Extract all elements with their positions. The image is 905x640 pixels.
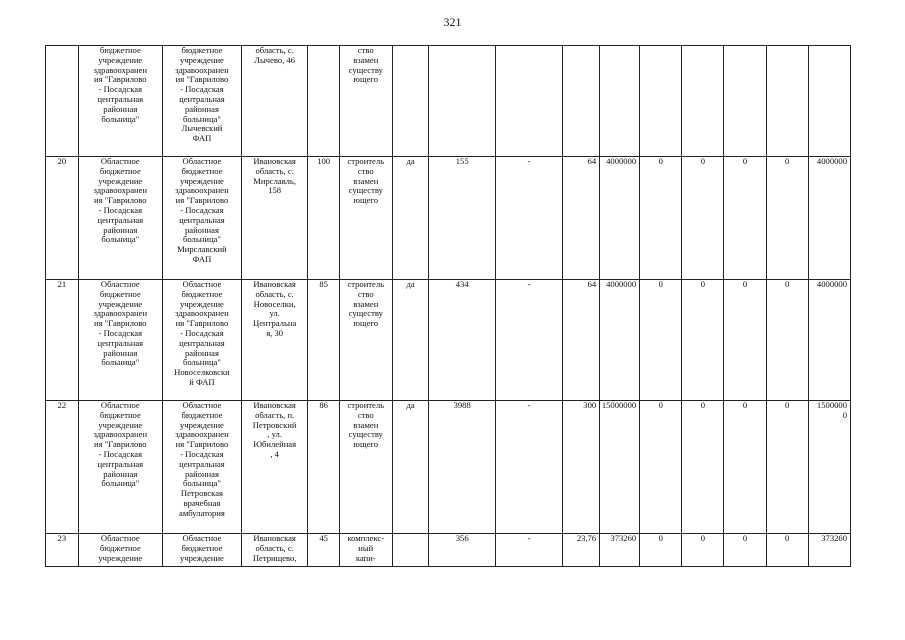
flag-cell bbox=[392, 534, 429, 567]
work-type-cell: строитель ство взамен существу ющего bbox=[339, 401, 392, 534]
population-cell: 45 bbox=[308, 534, 340, 567]
flag-cell: да bbox=[392, 280, 429, 401]
funding-2-cell: 0 bbox=[682, 534, 724, 567]
value-2-cell: - bbox=[495, 157, 562, 280]
value-3-cell: 64 bbox=[563, 280, 600, 401]
funding-2-cell: 0 bbox=[682, 401, 724, 534]
funding-4-cell: 0 bbox=[766, 534, 808, 567]
funding-1-cell: 0 bbox=[640, 280, 682, 401]
population-cell: 85 bbox=[308, 280, 340, 401]
facility-cell: Областное бюджетное учреждение bbox=[162, 534, 241, 567]
row-number-cell: 23 bbox=[46, 534, 79, 567]
funding-2-cell: 0 bbox=[682, 157, 724, 280]
work-type-cell: ство взамен существу ющего bbox=[339, 46, 392, 157]
address-cell: Ивановская область, п. Петровский , ул. Юбилейная , 4 bbox=[241, 401, 307, 534]
funding-4-cell: 0 bbox=[766, 401, 808, 534]
organization-cell: Областное бюджетное учреждение bbox=[78, 534, 162, 567]
value-3-cell bbox=[563, 46, 600, 157]
funding-4-cell: 0 bbox=[766, 280, 808, 401]
value-1-cell: 356 bbox=[429, 534, 495, 567]
value-3-cell: 23,76 bbox=[563, 534, 600, 567]
table-row bbox=[46, 280, 851, 401]
value-2-cell: - bbox=[495, 280, 562, 401]
total-cost-cell: 4000000 bbox=[600, 280, 640, 401]
address-cell: Ивановская область, с. Новоселки, ул. Центральна я, 30 bbox=[241, 280, 307, 401]
table-row bbox=[46, 401, 851, 534]
row-number-cell: 22 bbox=[46, 401, 79, 534]
grand-total-cell bbox=[808, 46, 850, 157]
value-2-cell bbox=[495, 46, 562, 157]
value-1-cell: 155 bbox=[429, 157, 495, 280]
total-cost-cell: 373260 bbox=[600, 534, 640, 567]
value-1-cell bbox=[429, 46, 495, 157]
row-number-cell: 21 bbox=[46, 280, 79, 401]
address-cell: Ивановская область, с. Мирславль, 158 bbox=[241, 157, 307, 280]
table-row bbox=[46, 46, 851, 157]
address-cell: Ивановская область, с. Петрищево, bbox=[241, 534, 307, 567]
row-number-cell bbox=[46, 46, 79, 157]
table-row bbox=[46, 534, 851, 567]
row-number-cell: 20 bbox=[46, 157, 79, 280]
flag-cell: да bbox=[392, 401, 429, 534]
table-row bbox=[46, 157, 851, 280]
funding-1-cell: 0 bbox=[640, 401, 682, 534]
organization-cell: бюджетное учреждение здравоохранен ия "Гаврилово - Посадская центральная районная больница" bbox=[78, 46, 162, 157]
organization-cell: Областное бюджетное учреждение здравоохранен ия "Гаврилово - Посадская центральная районная больница" bbox=[78, 280, 162, 401]
funding-1-cell: 0 bbox=[640, 534, 682, 567]
organization-cell: Областное бюджетное учреждение здравоохранен ия "Гаврилово - Посадская центральная районная больница" bbox=[78, 401, 162, 534]
work-type-cell: строитель ство взамен существу ющего bbox=[339, 157, 392, 280]
population-cell: 86 bbox=[308, 401, 340, 534]
funding-3-cell bbox=[724, 46, 766, 157]
population-cell bbox=[308, 46, 340, 157]
grand-total-cell: 373260 bbox=[808, 534, 850, 567]
facility-cell: Областное бюджетное учреждение здравоохранен ия "Гаврилово - Посадская центральная районная больница" Новоселковски й ФАП bbox=[162, 280, 241, 401]
funding-1-cell: 0 bbox=[640, 157, 682, 280]
flag-cell: да bbox=[392, 157, 429, 280]
grand-total-cell: 4000000 bbox=[808, 280, 850, 401]
funding-4-cell bbox=[766, 46, 808, 157]
grand-total-cell: 4000000 bbox=[808, 157, 850, 280]
total-cost-cell: 4000000 bbox=[600, 157, 640, 280]
value-3-cell: 64 bbox=[563, 157, 600, 280]
value-2-cell: - bbox=[495, 534, 562, 567]
value-2-cell: - bbox=[495, 401, 562, 534]
value-3-cell: 300 bbox=[563, 401, 600, 534]
work-type-cell: строитель ство взамен существу ющего bbox=[339, 280, 392, 401]
value-1-cell: 434 bbox=[429, 280, 495, 401]
flag-cell bbox=[392, 46, 429, 157]
grand-total-cell: 1500000 0 bbox=[808, 401, 850, 534]
funding-2-cell: 0 bbox=[682, 280, 724, 401]
organization-cell: Областное бюджетное учреждение здравоохранен ия "Гаврилово - Посадская центральная районная больница" bbox=[78, 157, 162, 280]
funding-3-cell: 0 bbox=[724, 401, 766, 534]
address-cell: область, с. Лычево, 46 bbox=[241, 46, 307, 157]
funding-1-cell bbox=[640, 46, 682, 157]
funding-3-cell: 0 bbox=[724, 157, 766, 280]
funding-3-cell: 0 bbox=[724, 280, 766, 401]
value-1-cell: 3988 bbox=[429, 401, 495, 534]
page-number: 321 bbox=[443, 15, 462, 29]
funding-4-cell: 0 bbox=[766, 157, 808, 280]
work-type-cell: комплекс- ный капи- bbox=[339, 534, 392, 567]
registry-table bbox=[45, 45, 851, 567]
funding-2-cell bbox=[682, 46, 724, 157]
population-cell: 100 bbox=[308, 157, 340, 280]
total-cost-cell: 15000000 bbox=[600, 401, 640, 534]
facility-cell: Областное бюджетное учреждение здравоохранен ия "Гаврилово - Посадская центральная районная больница" Мирславский ФАП bbox=[162, 157, 241, 280]
facility-cell: Областное бюджетное учреждение здравоохранен ия "Гаврилово - Посадская центральная районная больница" Петровская врачебная амбулатория bbox=[162, 401, 241, 534]
facility-cell: бюджетное учреждение здравоохранен ия "Гаврилово - Посадская центральная районная больница" Лычевский ФАП bbox=[162, 46, 241, 157]
funding-3-cell: 0 bbox=[724, 534, 766, 567]
total-cost-cell bbox=[600, 46, 640, 157]
